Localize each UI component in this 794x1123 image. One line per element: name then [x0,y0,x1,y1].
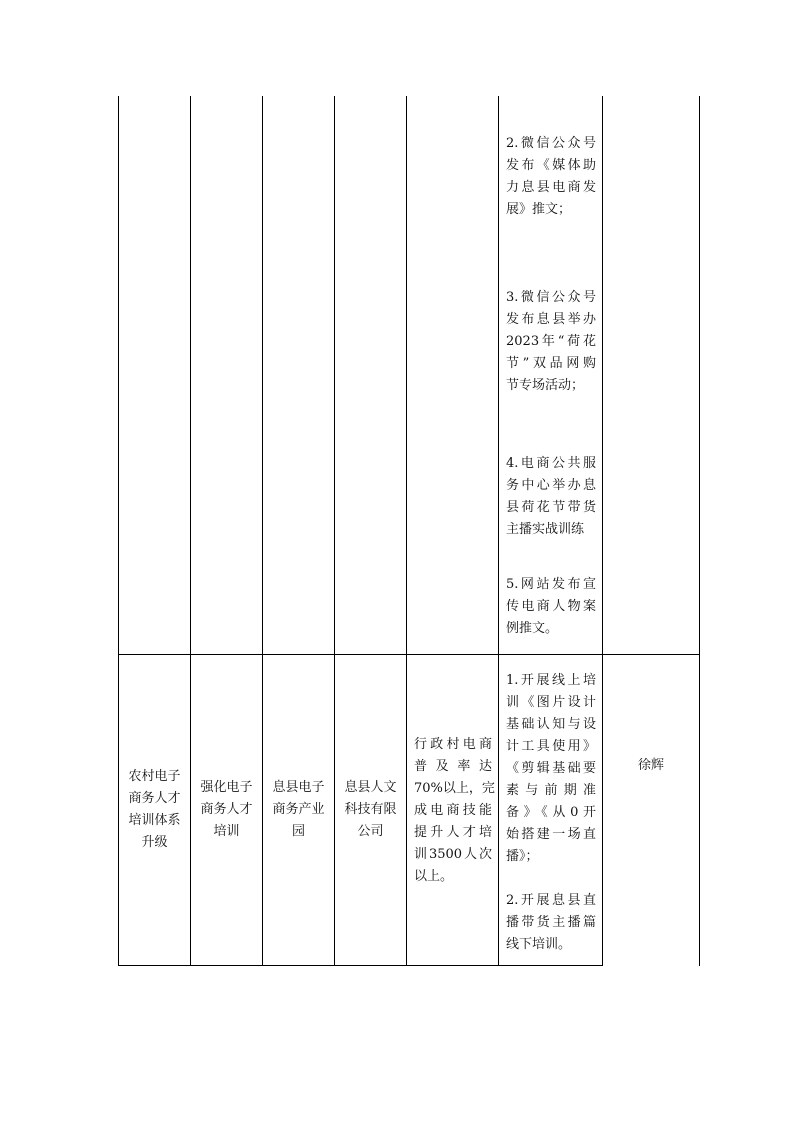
measure-paragraph-1-lower: 1.开展线上培 训《图片设计 基础认知与设 计工具使用》 《剪辑基础要 素与前期准 备》《从0开 始搭建一场直 播》； [506,673,596,864]
measure-paragraph-2: 2.微信公众号 发布《媒体助 力息县电商发 展》推文； [506,136,596,217]
responsible-person-cell: 徐辉 [637,758,664,773]
measure-paragraph-3: 3.微信公众号 发布息县举办 2023年“荷花 节”双品网购 节专场活动； [506,290,596,393]
measure-paragraph-2-lower: 2.开展息县直 播带货主播篇 线下培训。 [506,893,596,952]
implementer-cell: 息县人文 科技有限 公司 [344,780,397,839]
goal-cell: 行政村电商 普及率达 70%以上，完 成电商技能 提升人才培 训3500人次 以上。 [414,737,495,884]
content-cell: 强化电子 商务人才 培训 [200,780,253,839]
column-divider-4 [406,96,407,966]
measure-paragraph-4: 4.电商公共服 务中心举办息 县荷花节带货 主播实战训练 [506,456,596,537]
measure-paragraph-5: 5.网站发布宣 传电商人物案 例推文。 [506,577,596,636]
project-name-cell: 农村电子 商务人才 培训体系 升级 [128,769,181,850]
location-cell: 息县电子 商务产业 园 [272,780,325,839]
column-divider-5 [498,96,499,966]
table-border-right [699,96,700,966]
table-border-bottom [118,965,603,966]
column-divider-6 [602,96,603,966]
